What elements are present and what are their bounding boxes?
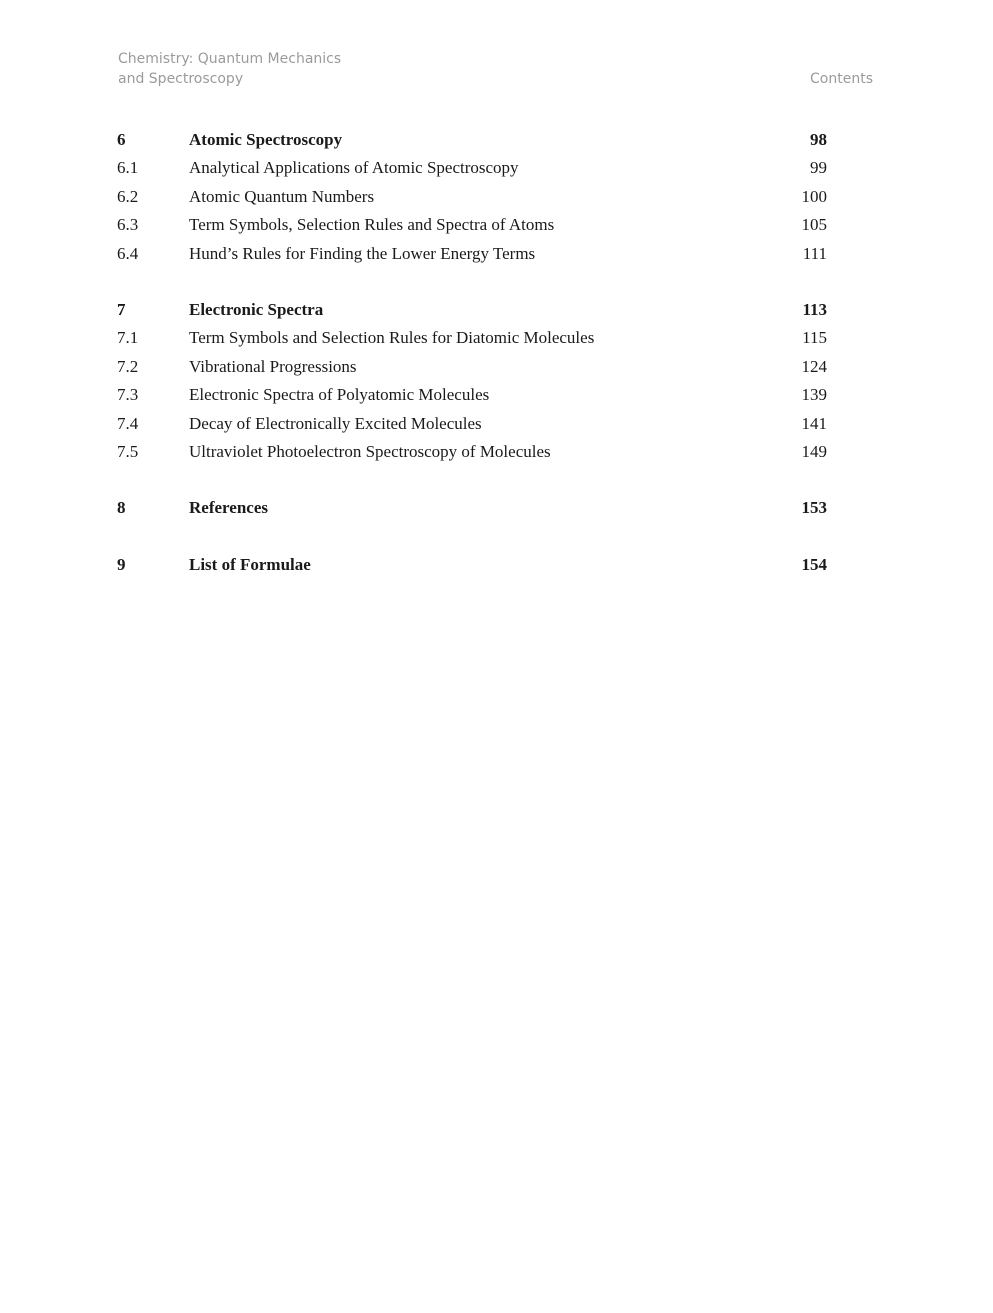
toc-entry-row[interactable] bbox=[117, 438, 827, 466]
toc-entry-row[interactable] bbox=[117, 381, 827, 409]
chapter-page-number: 113 bbox=[802, 299, 827, 319]
chapter-title: List of Formulae bbox=[189, 554, 311, 574]
chapter-title: Atomic Spectroscopy bbox=[189, 130, 343, 149]
toc-chapter-row[interactable] bbox=[117, 551, 827, 579]
entry-title: Term Symbols, Selection Rules and Spectra of Atoms bbox=[189, 215, 555, 235]
toc-entry-row[interactable] bbox=[117, 211, 827, 239]
chapter-page-number: 153 bbox=[801, 498, 827, 518]
toc-chapter-row[interactable] bbox=[117, 494, 827, 522]
toc-section-chapter-8 bbox=[117, 494, 827, 522]
chapter-page-number: 98 bbox=[810, 130, 827, 149]
chapter-number: 8 bbox=[117, 498, 126, 518]
chapter-number: 9 bbox=[117, 554, 126, 574]
chapter-title: Electronic Spectra bbox=[189, 299, 324, 319]
entry-title: Electronic Spectra of Polyatomic Molecules bbox=[189, 385, 490, 405]
chapter-page-number: 154 bbox=[801, 554, 827, 574]
running-head-book-title bbox=[118, 49, 341, 89]
toc-entry-row[interactable] bbox=[117, 353, 827, 381]
entry-number: 6.1 bbox=[117, 158, 139, 178]
entry-number: 6.4 bbox=[117, 243, 139, 263]
toc-entry-row[interactable] bbox=[117, 410, 827, 438]
table-of-contents bbox=[117, 126, 827, 607]
entry-title: Hund’s Rules for Finding the Lower Energy Terms bbox=[189, 243, 536, 263]
entry-title: Term Symbols and Selection Rules for Diatomic Molecules bbox=[189, 328, 595, 348]
entry-title: Decay of Electronically Excited Molecules bbox=[189, 413, 482, 433]
toc-entry-row[interactable] bbox=[117, 183, 827, 211]
entry-number: 7.4 bbox=[117, 413, 139, 433]
chapter-number: 6 bbox=[117, 130, 126, 149]
entry-title: Vibrational Progressions bbox=[189, 356, 357, 376]
entry-number: 7.1 bbox=[117, 328, 139, 348]
entry-page-number: 100 bbox=[801, 186, 827, 206]
entry-number: 6.3 bbox=[117, 215, 139, 235]
entry-number: 7.3 bbox=[117, 385, 139, 405]
toc-chapter-row[interactable] bbox=[117, 126, 827, 154]
running-head-section-label: Contents bbox=[810, 71, 873, 87]
toc-entry-row[interactable] bbox=[117, 154, 827, 182]
entry-page-number: 105 bbox=[801, 215, 827, 235]
entry-page-number: 141 bbox=[801, 413, 827, 433]
toc-section-chapter-9 bbox=[117, 551, 827, 579]
entry-page-number: 124 bbox=[801, 356, 827, 376]
toc-entry-row[interactable] bbox=[117, 324, 827, 352]
toc-section-chapter-6 bbox=[117, 126, 827, 268]
entry-page-number: 149 bbox=[801, 441, 827, 461]
entry-page-number: 139 bbox=[801, 385, 827, 405]
entry-title: Ultraviolet Photoelectron Spectroscopy of Molecules bbox=[189, 441, 551, 461]
entry-page-number: 111 bbox=[802, 243, 827, 263]
toc-entry-row[interactable] bbox=[117, 240, 827, 268]
chapter-number: 7 bbox=[117, 299, 126, 319]
book-title-line-2: and Spectroscopy bbox=[118, 71, 244, 87]
entry-page-number: 99 bbox=[810, 158, 827, 178]
entry-number: 7.5 bbox=[117, 441, 139, 461]
entry-title: Atomic Quantum Numbers bbox=[189, 186, 375, 206]
chapter-title: References bbox=[189, 498, 268, 518]
toc-chapter-row[interactable] bbox=[117, 296, 827, 324]
entry-title: Analytical Applications of Atomic Spectroscopy bbox=[189, 158, 519, 178]
toc-section-chapter-7 bbox=[117, 296, 827, 466]
entry-number: 7.2 bbox=[117, 356, 139, 376]
entry-page-number: 115 bbox=[802, 328, 827, 348]
book-title-line-1: Chemistry: Quantum Mechanics bbox=[118, 51, 342, 67]
entry-number: 6.2 bbox=[117, 186, 139, 206]
